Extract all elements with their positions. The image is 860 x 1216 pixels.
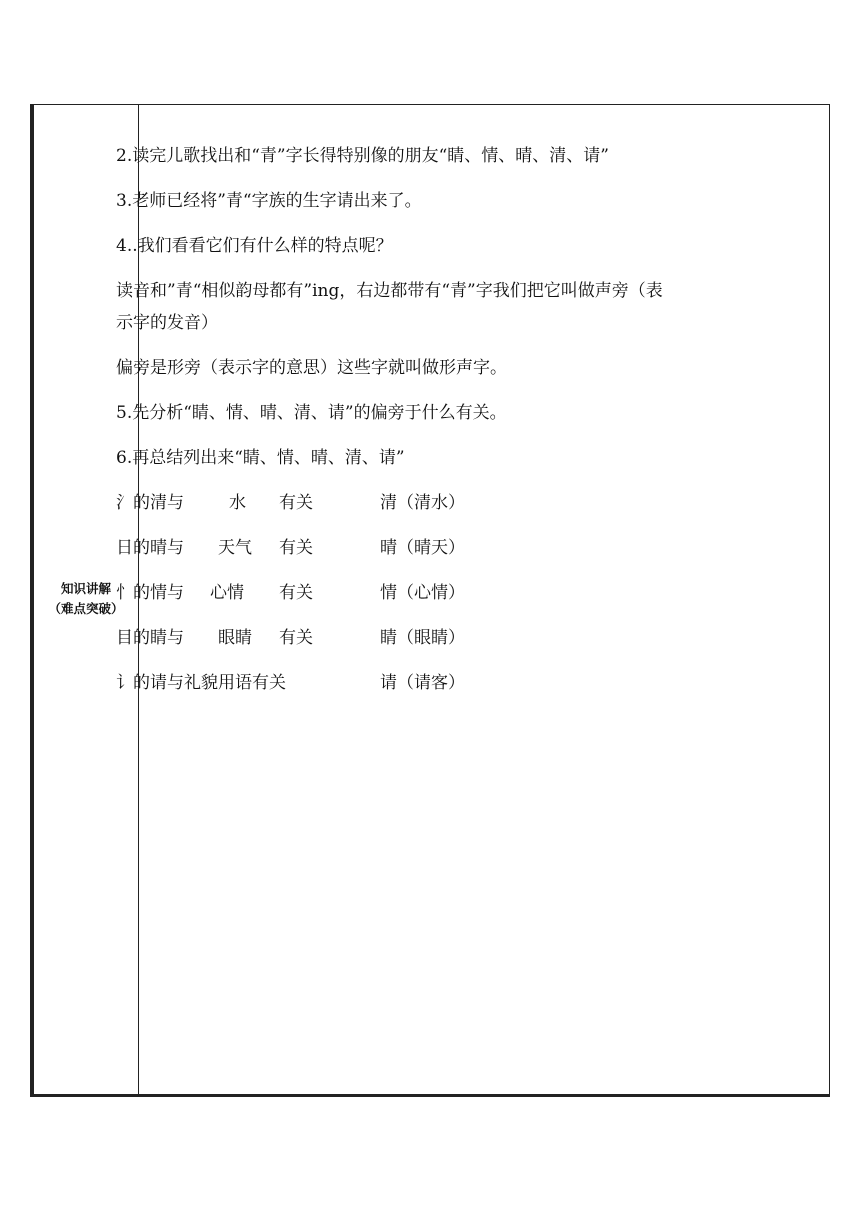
radical-meaning: 水	[229, 493, 246, 513]
section-label-line2: （难点突破）	[48, 601, 124, 616]
radical-example: 晴（晴天）	[380, 538, 465, 558]
radical-example: 睛（眼睛）	[380, 628, 465, 648]
radical-phrase: 氵的清与	[116, 493, 184, 513]
radical-relation: 有关	[279, 583, 313, 603]
radical-example: 请（请客）	[380, 673, 465, 693]
radical-row	[116, 487, 856, 532]
radical-row	[116, 577, 856, 622]
text-line: 示字的发音）	[116, 313, 218, 333]
radical-phrase: 讠的请与礼貌用语有关	[116, 673, 286, 693]
radical-phrase: 忄的情与	[116, 583, 184, 603]
radical-relation: 有关	[279, 538, 313, 558]
section-label-line1: 知识讲解	[60, 581, 111, 596]
text-line: 读音和”青“相似韵母都有”ing，右边都带有“青”字我们把它叫做声旁（表	[116, 281, 663, 301]
radical-row	[116, 622, 856, 667]
text-line: 6.再总结列出来“睛、情、晴、清、请”	[116, 448, 405, 468]
radical-row	[116, 667, 856, 712]
radical-phrase: 日的晴与	[116, 538, 184, 558]
radical-relation: 有关	[279, 628, 313, 648]
radical-meaning: 心情	[210, 583, 244, 603]
radical-phrase: 目的睛与	[116, 628, 184, 648]
radical-meaning: 天气	[218, 538, 252, 558]
text-line: 4..我们看看它们有什么样的特点呢？	[116, 236, 393, 256]
table-bottom-border	[31, 1094, 829, 1096]
text-line: 偏旁是形旁（表示字的意思）这些字就叫做形声字。	[116, 358, 507, 378]
radical-example: 清（清水）	[380, 493, 465, 513]
content-cell	[116, 140, 856, 712]
radical-relation: 有关	[279, 493, 313, 513]
radical-meaning: 眼睛	[218, 628, 252, 648]
text-line: 5.先分析“睛、情、晴、清、请”的偏旁于什么有关。	[116, 403, 507, 423]
radical-row	[116, 532, 856, 577]
radical-example: 情（心情）	[380, 583, 465, 603]
text-line: 3.老师已经将”青“字族的生字请出来了。	[116, 191, 422, 211]
text-line: 2.读完儿歌找出和“青”字长得特别像的朋友“睛、情、晴、清、请”	[116, 146, 609, 166]
